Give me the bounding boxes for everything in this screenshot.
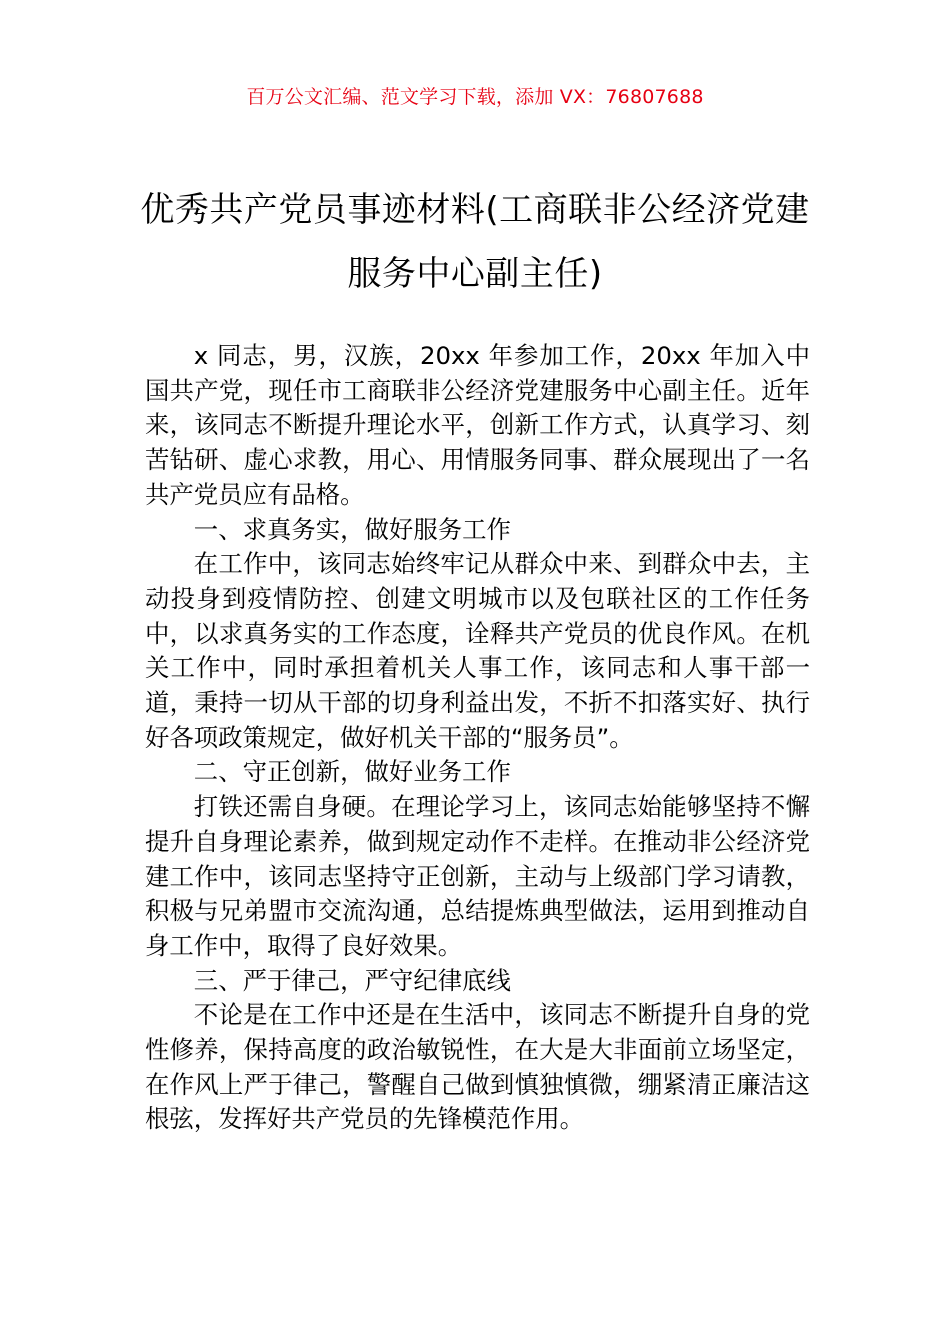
section-heading-2: 二、守正创新，做好业务工作 [193, 757, 511, 787]
section-heading-3: 三、严于律己，严守纪律底线 [193, 965, 511, 995]
section-paragraph-3: 不论是在工作中还是在生活中，该同志不断提升自身的党性修养，保持高度的政治敏锐性，在大是大非面前立场坚定，在作风上严于律己，警醒自己做到慎独慎微，绷紧清正廉洁这根弦，发挥好共产党员的先锋模范作用。 [145, 1000, 810, 1134]
document-body [145, 339, 810, 1137]
header-note: 百万公文汇编、范文学习下载，添加 VX：76807688 [246, 86, 704, 108]
section-heading-1: 一、求真务实，做好服务工作 [193, 514, 511, 544]
intro-paragraph: x 同志，男，汉族，20xx 年参加工作，20xx 年加入中国共产党，现任市工商联非公经济党建服务中心副主任。近年来，该同志不断提升理论水平，创新工作方式，认真学习、刻苦钻研、虚心求教，用心、用情服务同事、群众展现出了一名共产党员应有品格。 [145, 341, 810, 509]
section-paragraph-2: 打铁还需自身硬。在理论学习上，该同志始能够坚持不懈提升自身理论素养，做到规定动作不走样。在推动非公经济党建工作中，该同志坚持守正创新，主动与上级部门学习请教，积极与兄弟盟市交流沟通，总结提炼典型做法，运用到推动自身工作中，取得了良好效果。 [145, 792, 810, 960]
document-title: 优秀共产党员事迹材料(工商联非公经济党建服务中心副主任) [140, 190, 810, 294]
section-paragraph-1: 在工作中，该同志始终牢记从群众中来、到群众中去，主动投身到疫情防控、创建文明城市以及包联社区的工作任务中，以求真务实的工作态度，诠释共产党员的优良作风。在机关工作中，同时承担着机关人事工作，该同志和人事干部一道，秉持一切从干部的切身利益出发，不折不扣落实好、执行好各项政策规定，做好机关干部的“服务员”。 [145, 549, 810, 752]
